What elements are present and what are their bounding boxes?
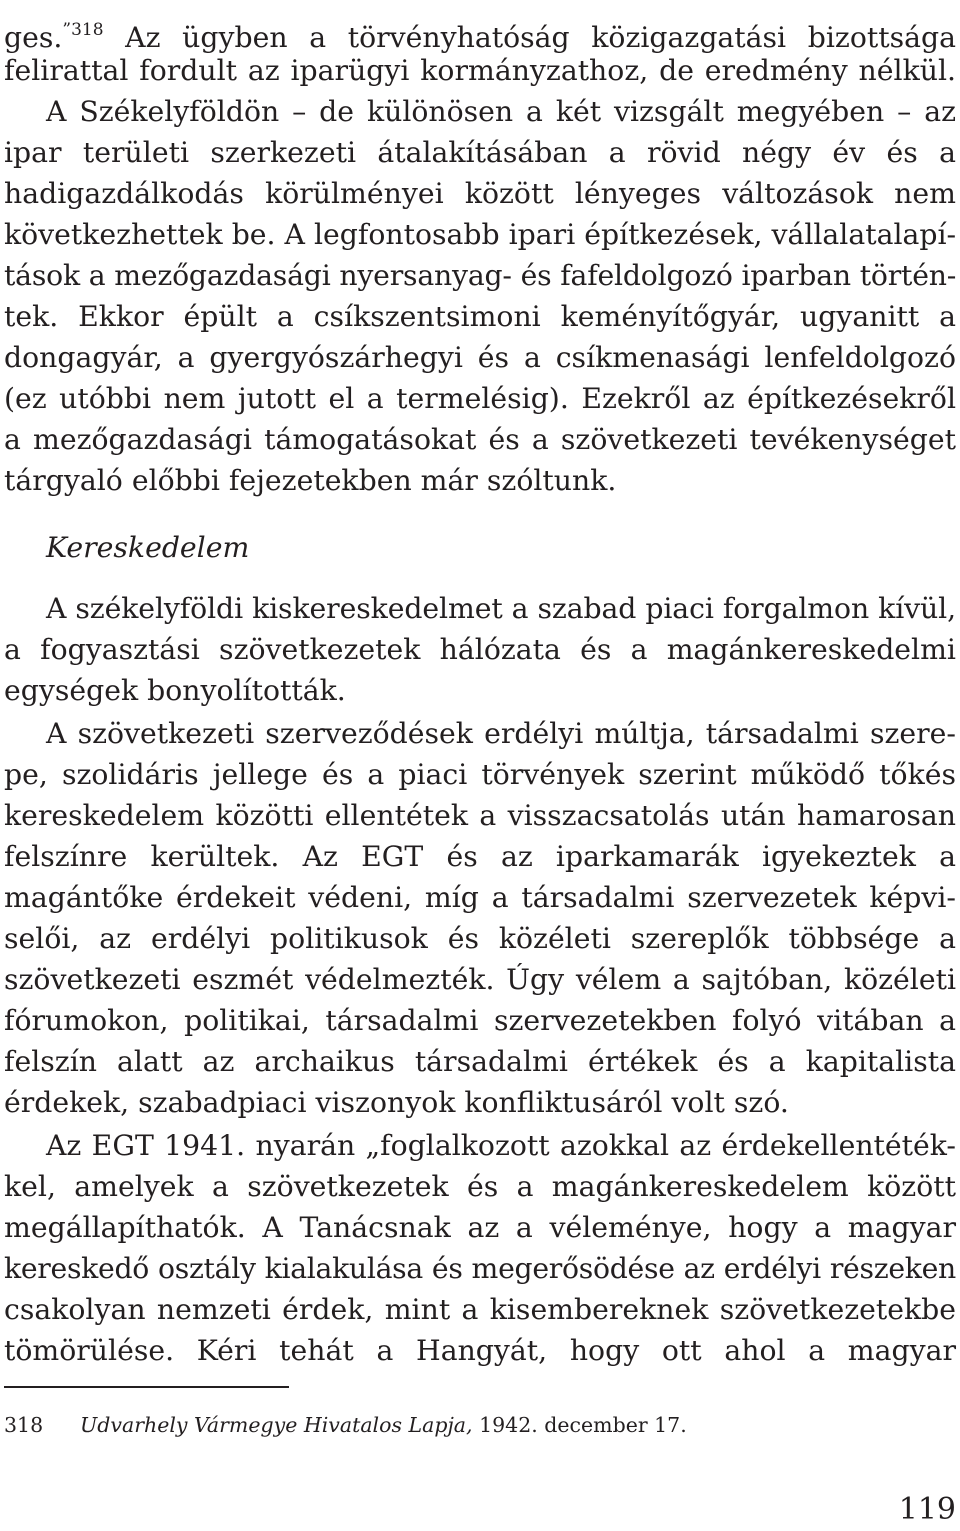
text-line: A Székelyföldön – de különösen a két vizsgált megyében – az [46,95,956,128]
text-fragment: ges. [4,21,63,54]
text-line: következhettek be. A legfontosabb ipari építkezések, vállalatalapí- [4,218,957,251]
text-line: A szövetkezeti szerveződések erdélyi múltja, társadalmi szere- [46,717,956,750]
text-line: felszínre kerültek. Az EGT és az iparkamarák igyekeztek a [4,840,956,873]
footnote-source-title: Udvarhely Vármegye Hivatalos Lapja, [80,1413,473,1437]
text-line: tárgyaló előbbi fejezetekben már szóltunk. [4,464,617,497]
text-line: selői, az erdélyi politikusok és közéleti szereplők többsége a [4,922,956,955]
footnote-date: 1942. december 17. [472,1413,687,1437]
text-line: a mezőgazdasági támogatásokat és a szövetkezeti tevékenységet [4,423,956,456]
section-heading: Kereskedelem [46,531,250,564]
text-line: tek. Ekkor épült a csíkszentsimoni keményítőgyár, ugyanitt a [4,300,956,333]
text-line: dongagyár, a gyergyószárhegyi és a csíkmenasági lenfeldolgozó [4,341,956,374]
text-line: kel, amelyek a szövetkezetek és a magánkereskedelem között [4,1170,956,1203]
page-number: 119 [898,1492,956,1527]
text-line: megállapíthatók. A Tanácsnak az a véleménye, hogy a magyar [4,1211,956,1244]
text-line: tások a mezőgazdasági nyersanyag- és fafeldolgozó iparban történ- [4,259,957,292]
text-line: hadigazdálkodás körülményei között lényeges változások nem [4,177,956,210]
text-fragment: Az ügyben a törvényhatóság közigazgatási bizottsága [103,21,956,54]
text-line: Az EGT 1941. nyarán „foglalkozott azokkal az érdekellentéték- [46,1129,956,1162]
text-line: egységek bonyolították. [4,674,346,707]
text-line: szövetkezeti eszmét védelmezték. Úgy vélem a sajtóban, közéleti [4,963,956,996]
text-line: ipar területi szerkezeti átalakításában a rövid négy év és a [4,136,956,169]
text-line: magántőke érdekeit védeni, míg a társadalmi szervezetek képvi- [4,881,956,914]
text-line: pe, szolidáris jellege és a piaci törvények szerint működő tőkés [4,758,956,791]
footnote-reference: ”318 [62,20,104,40]
text-line: A székelyföldi kiskereskedelmet a szabad piaci forgalmon kívül, [46,592,956,625]
text-line: (ez utóbbi nem jutott el a termelésig). Ezekről az építkezésekről [4,382,956,415]
text-line: kereskedő osztály kialakulása és megerősödése az erdélyi részeken [4,1252,956,1285]
text-line: csakolyan nemzeti érdek, mint a kisembereknek szövetkezetekbe [4,1293,956,1326]
text-line: tömörülése. Kéri tehát a Hangyát, hogy ott ahol a magyar [4,1334,956,1367]
text-line: felszín alatt az archaikus társadalmi értékek és a kapitalista [4,1045,956,1078]
footnote-text [80,1410,687,1440]
footnote-separator [4,1386,289,1388]
text-line: a fogyasztási szövetkezetek hálózata és a magánkereskedelmi [4,633,956,666]
text-line: fórumokon, politikai, társadalmi szervezetekben folyó vitában a [4,1004,956,1037]
footnote-number: 318 [4,1413,44,1437]
text-line: kereskedelem közötti ellentétek a visszacsatolás után hamarosan [4,799,956,832]
text-line: érdekek, szabadpiaci viszonyok konfliktusáról volt szó. [4,1086,789,1119]
text-line: felirattal fordult az iparügyi kormányzathoz, de eredmény nélkül. [4,54,956,87]
